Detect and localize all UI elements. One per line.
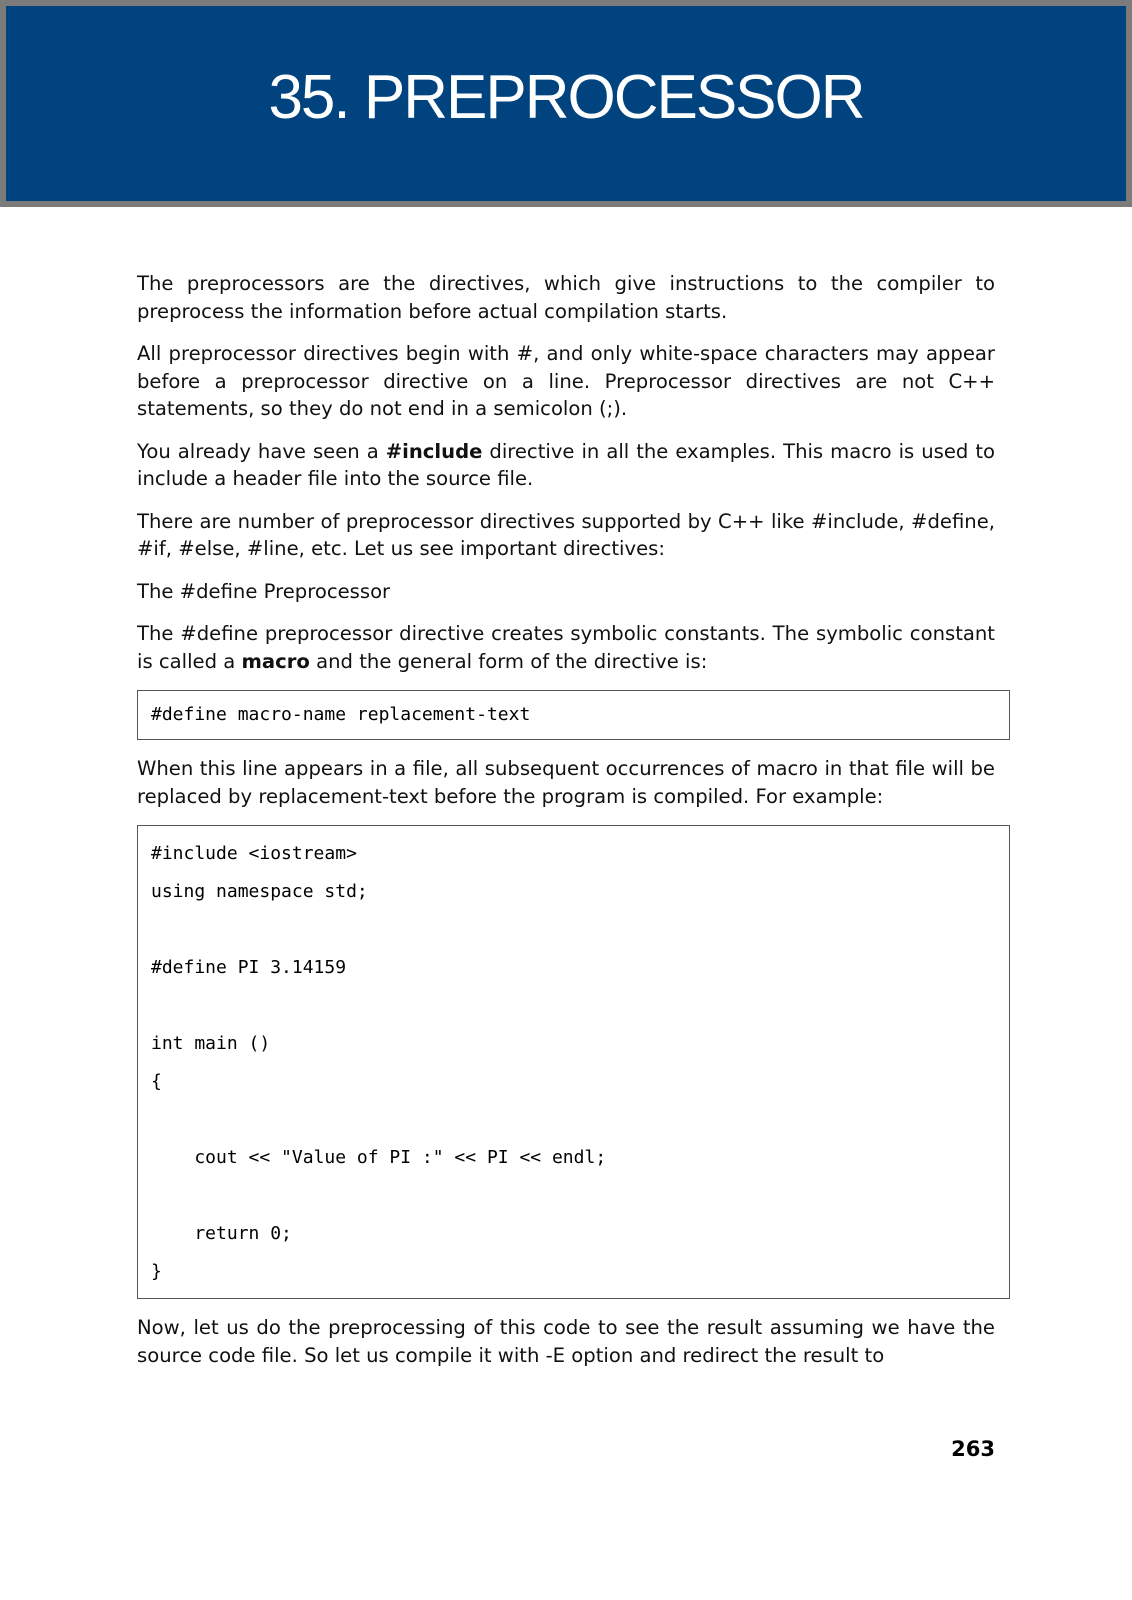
paragraph-intro: The preprocessors are the directives, which give instructions to the compiler to preprocess the information before actual compilation starts.	[137, 272, 995, 323]
code-line-blank	[151, 911, 996, 949]
chapter-banner	[0, 0, 1132, 207]
paragraph-include	[137, 438, 995, 493]
code-line: cout << "Value of PI :" << PI << endl;	[151, 1147, 607, 1168]
paragraph-list: There are number of preprocessor directives supported by C++ like #include, #define, #if, #else, #line, etc. Let us see important directives:	[137, 509, 995, 560]
code-line: return 0;	[151, 1223, 292, 1244]
code-line: #define PI 3.14159	[151, 957, 347, 978]
section-heading: The #define Preprocessor	[137, 579, 391, 603]
paragraph-directives: All preprocessor directives begin with #, and only white-space characters may appear before a preprocessor directive on a line. Preprocessor directives are not C++ statements, so they do not end in a semicolon (;).	[137, 342, 995, 420]
code-line-blank	[151, 1101, 996, 1139]
paragraph-replacement: When this line appears in a file, all subsequent occurrences of macro in that file will be replaced by replacement-text before the program is compiled. For example:	[137, 757, 995, 808]
code-line: int main ()	[151, 1033, 271, 1054]
code-line: {	[151, 1071, 162, 1092]
paragraph-preprocess: Now, let us do the preprocessing of this code to see the result assuming we have the source code file. So let us compile it with -E option and redirect the result to	[137, 1316, 995, 1367]
paragraph-define	[137, 620, 995, 675]
code-example-box	[137, 825, 1010, 1299]
code-line: using namespace std;	[151, 881, 368, 902]
chapter-title: 35. PREPROCESSOR	[268, 63, 864, 132]
paragraph-define-before: The #define preprocessor directive creates symbolic constants. The symbolic constant is called a	[137, 622, 995, 673]
paragraph-include-after: directive in all the examples. This macro is used to include a header file into the source file.	[137, 439, 995, 490]
page-content	[137, 270, 995, 1384]
code-syntax-box	[137, 690, 1010, 740]
code-line-blank	[151, 1177, 996, 1215]
code-line: }	[151, 1261, 162, 1282]
code-line: #define macro-name replacement-text	[151, 704, 531, 725]
paragraph-define-after: and the general form of the directive is:	[309, 649, 708, 673]
macro-keyword: macro	[241, 649, 310, 673]
code-line: #include <iostream>	[151, 843, 357, 864]
paragraph-include-before: You already have seen a	[137, 439, 386, 463]
page-number: 263	[951, 1437, 995, 1461]
include-keyword: #include	[385, 439, 483, 463]
code-line-blank	[151, 987, 996, 1025]
